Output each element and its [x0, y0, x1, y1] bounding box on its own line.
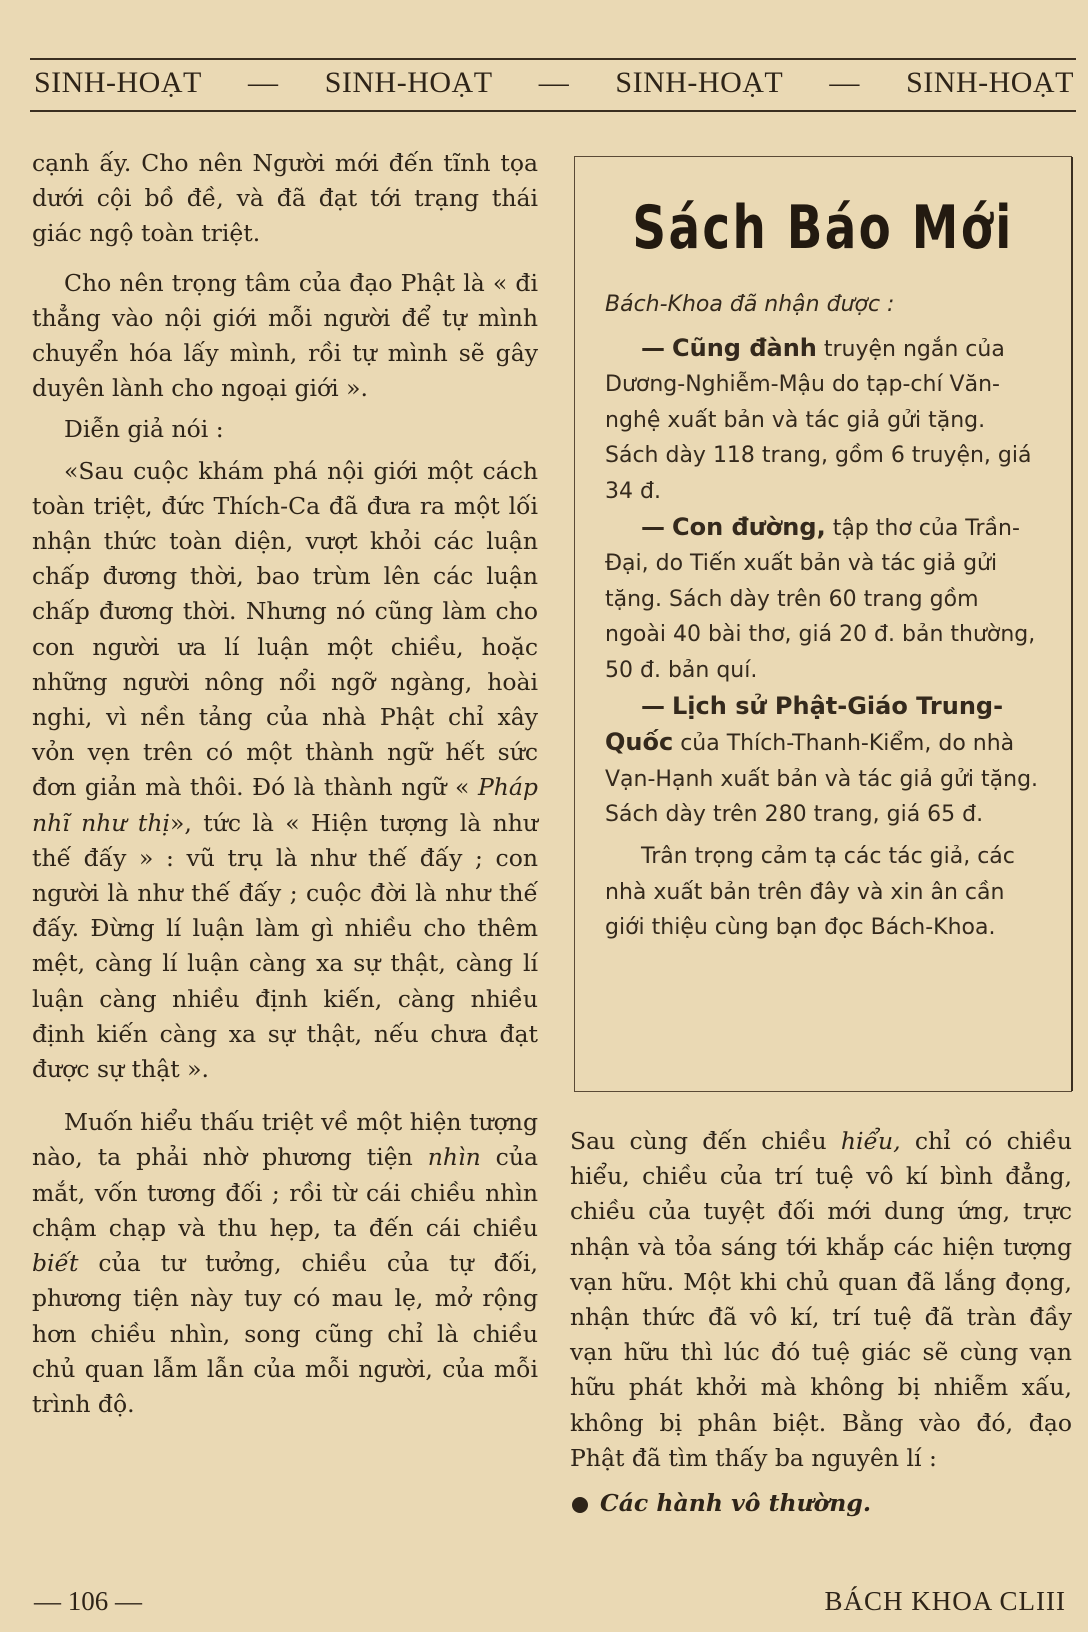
- header-rule: [30, 110, 1076, 112]
- header-item: SINH-HOẠT: [615, 66, 784, 99]
- bullet-item: [570, 1486, 1072, 1521]
- book-entry: [605, 689, 1041, 833]
- paragraph: [32, 1105, 538, 1422]
- header-dash: —: [248, 66, 279, 99]
- bullet-dot-icon: [572, 1497, 588, 1513]
- entry-dash: —: [641, 333, 665, 362]
- box-body: [605, 287, 1041, 946]
- text: «Sau cuộc khám phá nội giới một cách toàn triệt, đức Thích-Ca đã đưa ra một lối nhận thức toàn diện, vượt khỏi các luận chấp đương thời, bao trùm lên các luận chấp đương thời. Nhưng nó cũng làm cho con người ưa lí luận một chiều, hoặc những người nông nổi ngỡ ngàng, hoài nghi, vì nền tảng của nhà Phật chỉ xây vỏn vẹn trên có một thành ngữ hết sức đơn giản mà thôi. Đó là thành ngữ «: [32, 456, 538, 802]
- right-column: [570, 1124, 1072, 1521]
- book-entry: [605, 331, 1041, 510]
- text: của tư tưởng, chiều của tự đối, phương tiện này tuy có mau lẹ, mở rộng hơn chiều nhìn, song cũng chỉ là chiều chủ quan lẫm lẫn của mỗi người, của mỗi trình độ.: [32, 1249, 538, 1418]
- header-item: SINH-HOẠT: [324, 66, 493, 99]
- running-header: [34, 66, 1074, 100]
- book-title: Cũng đành: [672, 333, 817, 362]
- journal-footer: BÁCH KHOA CLIII: [824, 1586, 1066, 1616]
- entry-dash: —: [641, 512, 665, 541]
- italic-word: biết: [32, 1249, 79, 1278]
- paragraph: Diễn giả nói :: [64, 415, 224, 444]
- book-text: của Thích-Thanh-Kiểm, do nhà Vạn-Hạnh xuất bản và tác giả gửi tặng. Sách dày trên 280 trang, giá 65 đ.: [605, 731, 1039, 828]
- italic-phrase: Pháp nhĩ như thị: [32, 773, 538, 837]
- book-text: truyện ngắn của Dương-Nghiễm-Mậu do tạp-chí Văn-nghệ xuất bản và tác giả gửi tặng. Sách dày 118 trang, gồm 6 truyện, giá 34 đ.: [605, 336, 1032, 504]
- text: chỉ có chiều hiểu, chiều của trí tuệ vô kí bình đẳng, chiều của tuyệt đối mới dung ứng, trực nhận và tỏa sáng tới khắp các hiện tượng vạn hữu. Một khi chủ quan đã lắng đọng, nhận thức đã vô kí, trí tuệ đã tràn đầy vạn hữu thì lúc đó tuệ giác sẽ cùng vạn hữu phát khởi mà không bị nhiễm xấu, không bị phân biệt. Bằng vào đó, đạo Phật đã tìm thấy ba nguyên lí :: [570, 1127, 1072, 1472]
- box-title: Sách Báo Mới: [632, 193, 1014, 263]
- paragraph: cạnh ấy. Cho nên Người mới đến tĩnh tọa dưới cội bồ đề, và đã đạt tới trạng thái giác ngộ toàn triệt.: [32, 149, 538, 248]
- entry-dash: —: [641, 691, 665, 720]
- box-border-right: [1071, 157, 1073, 1091]
- paragraph: Cho nên trọng tâm của đạo Phật là « đi thẳng vào nội giới mỗi người để tự mình chuyển hóa lấy mình, rồi tự mình sẽ gây duyên lành cho ngoại giới ».: [32, 268, 538, 403]
- bullet-text: Các hành vô thường.: [600, 1489, 871, 1518]
- book-text: tập thơ của Trần-Đại, do Tiến xuất bản và tác giả gửi tặng. Sách dày trên 60 trang gồm ngoài 40 bài thơ, giá 20 đ. bản thường, 50 đ. bản quí.: [605, 515, 1036, 683]
- new-books-box: [574, 156, 1072, 1092]
- quote-paragraph: [32, 454, 538, 1088]
- top-rule: [30, 58, 1076, 60]
- book-title: Lịch sử Phật-Giáo Trung-Quốc: [605, 691, 1004, 757]
- box-intro: Bách-Khoa đã nhận được :: [605, 292, 895, 317]
- book-entry: [605, 510, 1041, 689]
- text: Sau cùng đến chiều: [570, 1127, 827, 1155]
- page-number: — 106 —: [34, 1586, 142, 1616]
- text: », tức là « Hiện tượng là như thế đấy » : vũ trụ là như thế đấy ; con người là như thế đấy ; cuộc đời là như thế đấy. Đừng lí luận làm gì nhiều cho thêm mệt, càng lí luận càng xa sự thật, càng lí luận càng nhiều định kiến, càng nhiều định kiến càng xa sự thật, nếu chưa đạt được sự thật ».: [32, 808, 538, 1084]
- header-dash: —: [538, 66, 570, 99]
- book-title: Con đường,: [672, 512, 826, 541]
- text: của mắt, vốn tương đối ; rồi từ cái chiều nhìn chậm chạp và thu hẹp, ta đến cái chiều: [32, 1143, 538, 1242]
- text: Muốn hiểu thấu triệt về một hiện tượng nào, ta phải nhờ phương tiện: [32, 1108, 538, 1172]
- left-column: [32, 146, 538, 1422]
- header-dash: —: [829, 66, 860, 99]
- paragraph: [570, 1124, 1072, 1476]
- header-item: SINH-HOẠT: [34, 66, 202, 99]
- italic-word: hiểu,: [840, 1127, 901, 1155]
- italic-word: nhìn: [427, 1143, 481, 1172]
- header-item: SINH-HOẠT: [906, 66, 1074, 99]
- thanks-note: Trân trọng cảm tạ các tác giả, các nhà xuất bản trên đây và xin ân cần giới thiệu cùng bạn đọc Bách-Khoa.: [605, 843, 1015, 941]
